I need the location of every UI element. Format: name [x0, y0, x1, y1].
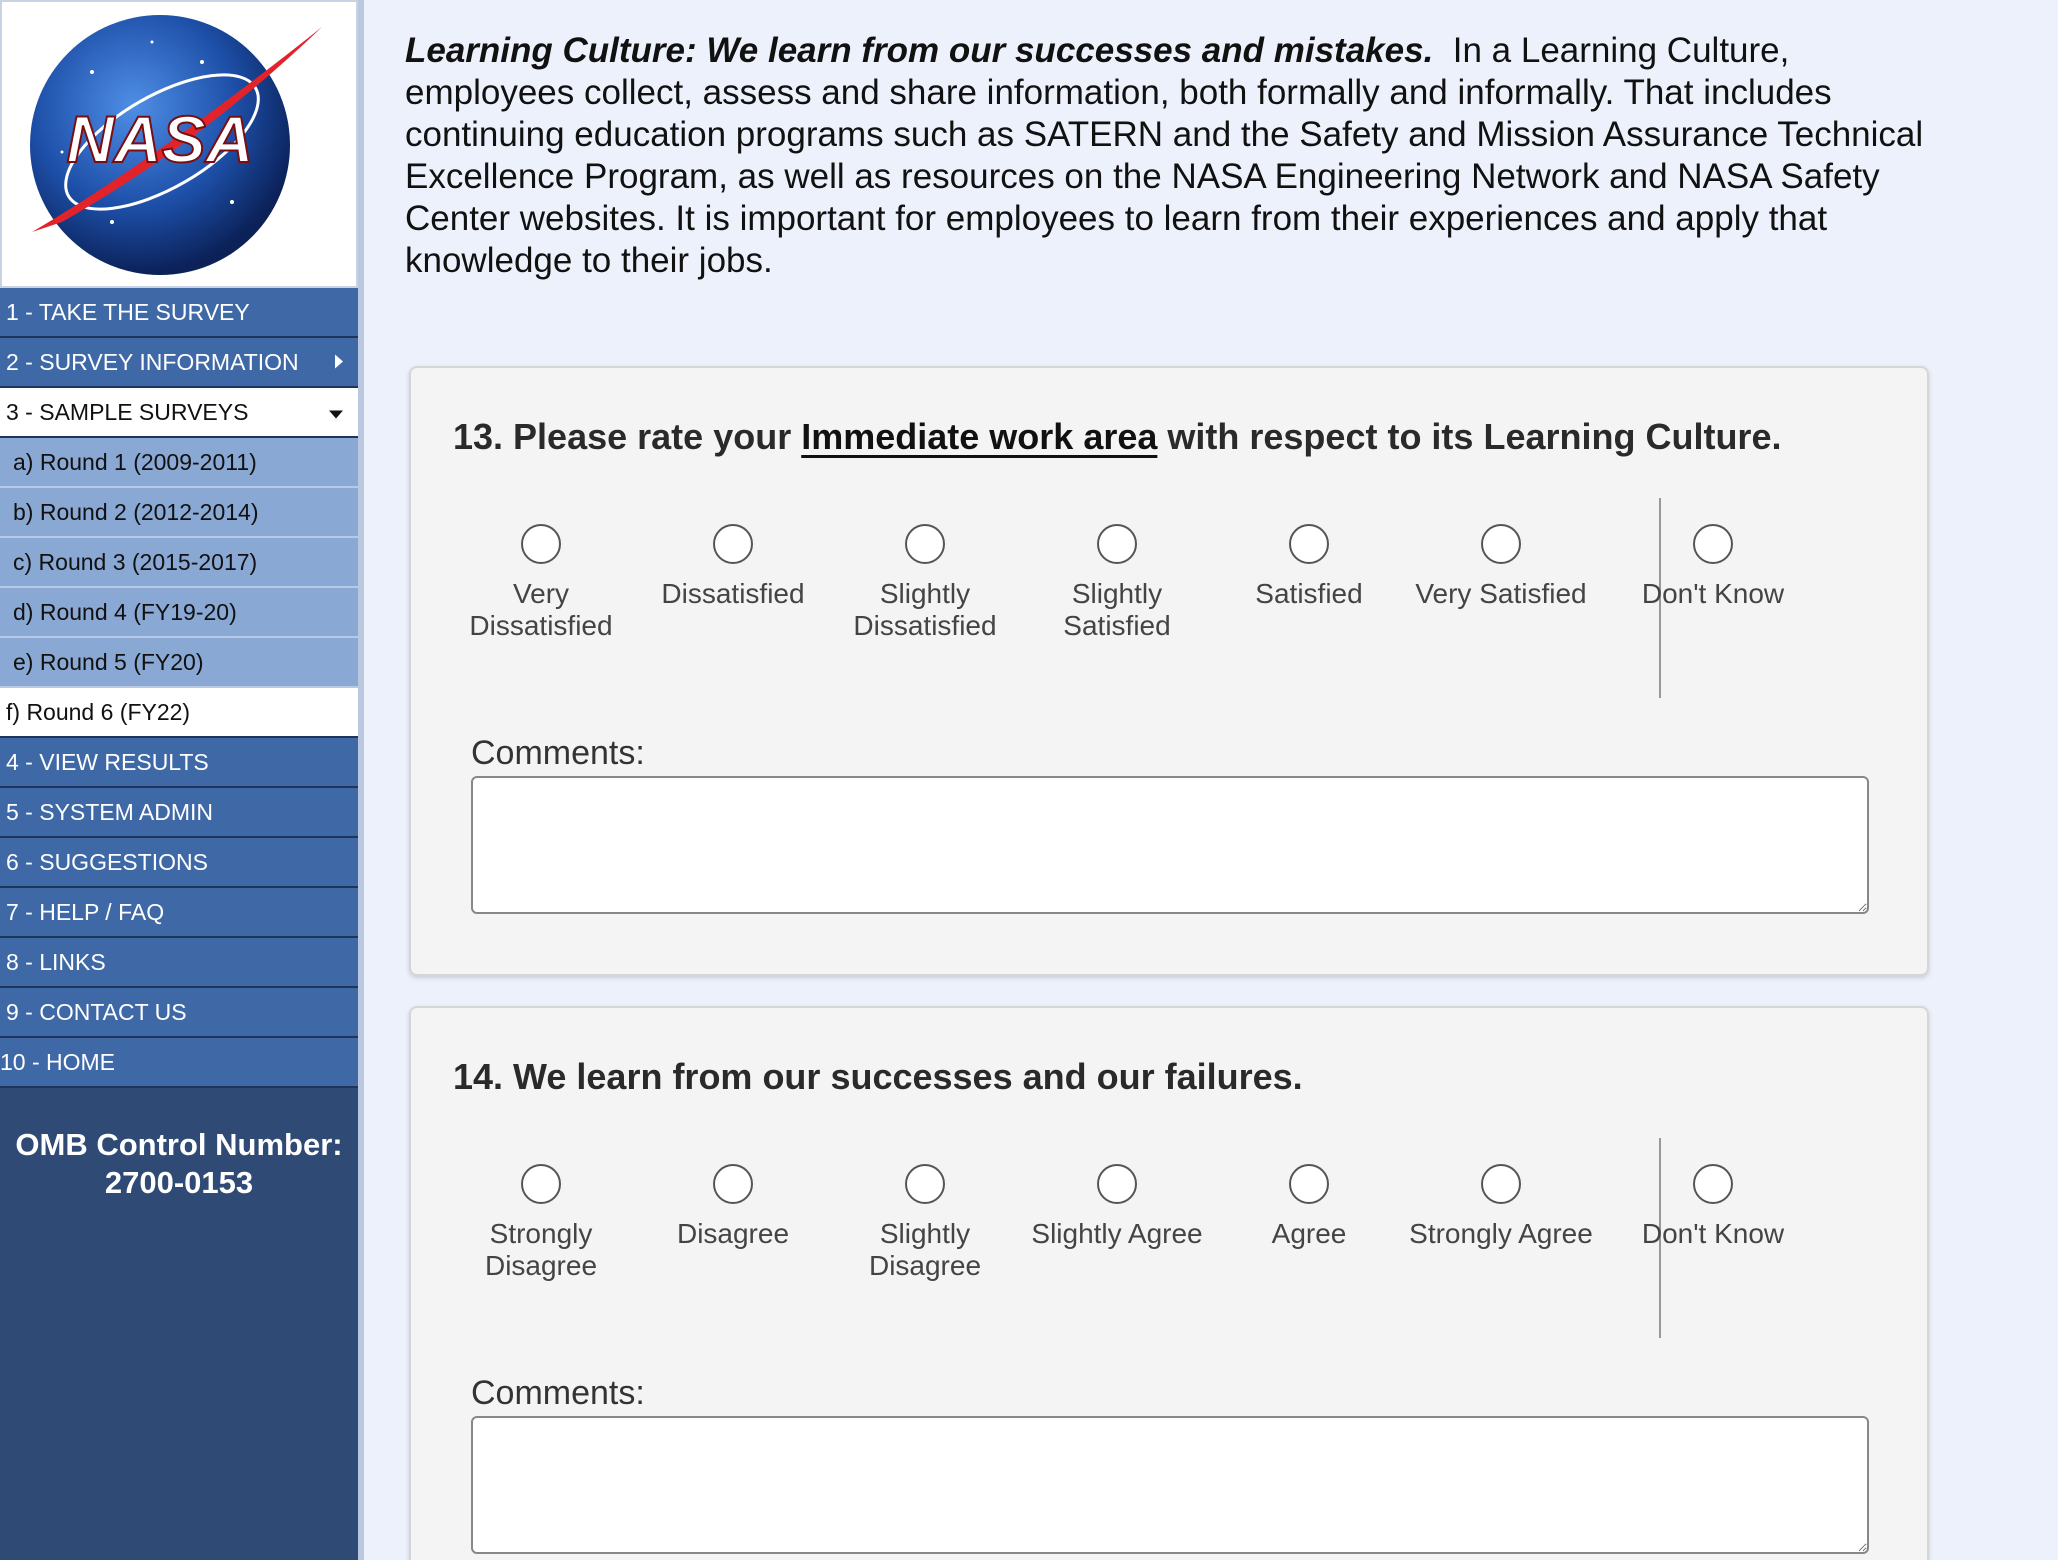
option-label: Slightly Agree — [1031, 1218, 1203, 1249]
sidebar-item-4[interactable] — [0, 438, 358, 488]
sidebar-item-11[interactable] — [0, 788, 358, 838]
radio-button[interactable] — [1481, 524, 1521, 564]
radio-button[interactable] — [713, 524, 753, 564]
question-13-comments-label: Comments: — [471, 734, 645, 772]
sidebar-item-14[interactable] — [0, 938, 358, 988]
option-label: Agree — [1271, 1218, 1347, 1249]
sidebar-item-label: b) Round 2 (2012-2014) — [13, 498, 259, 525]
sidebar-item-6[interactable] — [0, 538, 358, 588]
omb-value: 2700-0153 — [104, 1165, 254, 1200]
question-13-options — [451, 498, 1891, 698]
sidebar-item-label: 1 - TAKE THE SURVEY — [6, 298, 250, 325]
intro-heading: Learning Culture: We learn from our successes and mistakes. — [405, 31, 1434, 70]
q14-option-2[interactable] — [638, 1138, 828, 1250]
sidebar-item-1[interactable] — [0, 288, 358, 338]
sidebar-item-label: 6 - SUGGESTIONS — [6, 848, 208, 875]
question-14-options — [451, 1138, 1891, 1338]
sidebar-item-label: e) Round 5 (FY20) — [13, 648, 204, 675]
option-label: Slightly Satisfied — [1063, 578, 1171, 641]
radio-button[interactable] — [1289, 1164, 1329, 1204]
option-label: Very Satisfied — [1415, 578, 1587, 609]
option-label: Disagree — [676, 1218, 790, 1249]
question-14-card — [409, 1006, 1929, 1560]
option-label: Slightly Dissatisfied — [853, 578, 997, 641]
sidebar-nav — [0, 288, 358, 1088]
sidebar-item-10[interactable] — [0, 738, 358, 788]
question-13-title — [453, 416, 1781, 458]
sidebar-item-label: 2 - SURVEY INFORMATION — [6, 348, 299, 375]
radio-button[interactable] — [1097, 1164, 1137, 1204]
radio-button[interactable] — [521, 524, 561, 564]
sidebar-item-5[interactable] — [0, 488, 358, 538]
question-14-comments-input[interactable] — [471, 1416, 1869, 1554]
question-13-prefix: 13. Please rate your — [453, 416, 802, 457]
radio-button[interactable] — [905, 1164, 945, 1204]
sidebar-item-3[interactable] — [0, 388, 358, 438]
radio-button[interactable] — [521, 1164, 561, 1204]
sidebar — [0, 0, 364, 1560]
question-14-title: 14. We learn from our successes and our failures. — [453, 1056, 1303, 1097]
question-13-card — [409, 366, 1929, 976]
sidebar-item-label: c) Round 3 (2015-2017) — [13, 548, 258, 575]
nasa-meatball-icon — [2, 2, 356, 286]
question-13-suffix: with respect to its Learning Culture. — [1157, 416, 1782, 457]
option-label: Very Dissatisfied — [469, 578, 613, 641]
radio-button[interactable] — [1289, 524, 1329, 564]
omb-control-number — [0, 1126, 358, 1202]
q14-option-3[interactable] — [830, 1138, 1020, 1282]
q13-option-1[interactable] — [446, 498, 636, 642]
option-label: Strongly Disagree — [484, 1218, 598, 1281]
radio-button[interactable] — [713, 1164, 753, 1204]
option-label: Don't Know — [1641, 1218, 1785, 1249]
sidebar-item-label: 3 - SAMPLE SURVEYS — [6, 398, 249, 425]
q13-option-2[interactable] — [638, 498, 828, 610]
intro-paragraph — [405, 30, 1945, 282]
logo-text: NASA — [66, 102, 254, 176]
question-13-emphasis: Immediate work area — [801, 416, 1158, 457]
sidebar-item-label: f) Round 6 (FY22) — [6, 698, 191, 725]
question-14-comments-label: Comments: — [471, 1374, 645, 1412]
chevron-right-icon — [334, 349, 344, 376]
question-13-comments-input[interactable] — [471, 776, 1869, 914]
sidebar-item-label: 8 - LINKS — [6, 948, 106, 975]
option-label: Strongly Agree — [1409, 1218, 1593, 1249]
q13-option-5[interactable] — [1214, 498, 1404, 610]
nasa-logo[interactable] — [0, 0, 358, 288]
option-label: Don't Know — [1641, 578, 1785, 609]
q14-option-1[interactable] — [446, 1138, 636, 1282]
radio-button[interactable] — [905, 524, 945, 564]
sidebar-item-label: 4 - VIEW RESULTS — [6, 748, 209, 775]
sidebar-item-label: 10 - HOME — [0, 1048, 116, 1075]
radio-button[interactable] — [1693, 524, 1733, 564]
sidebar-item-9[interactable] — [0, 688, 358, 738]
omb-label: OMB Control Number: — [15, 1127, 343, 1162]
sidebar-item-label: d) Round 4 (FY19-20) — [13, 598, 237, 625]
q13-option-3[interactable] — [830, 498, 1020, 642]
chevron-down-icon — [328, 399, 344, 426]
sidebar-item-label: a) Round 1 (2009-2011) — [13, 448, 257, 475]
q14-option-dont-know[interactable] — [1618, 1138, 1808, 1250]
q13-option-4[interactable] — [1022, 498, 1212, 642]
radio-button[interactable] — [1693, 1164, 1733, 1204]
sidebar-item-2[interactable] — [0, 338, 358, 388]
option-label: Slightly Disagree — [868, 1218, 982, 1281]
q14-option-5[interactable] — [1214, 1138, 1404, 1250]
option-label: Dissatisfied — [661, 578, 805, 609]
intro-body: In a Learning Culture, employees collect, assess and share information, both formally and informally. That includes continuing education programs such as SATERN and the Safety and Mission Assurance Technical Excellence Program, as well as resources on the NASA Engineering Network and NASA Safety Center websites. It is important for employees to learn from their experiences and apply that knowledge to their jobs. — [405, 31, 1924, 280]
sidebar-item-7[interactable] — [0, 588, 358, 638]
radio-button[interactable] — [1097, 524, 1137, 564]
q13-option-6[interactable] — [1406, 498, 1596, 610]
sidebar-item-label: 9 - CONTACT US — [6, 998, 187, 1025]
sidebar-item-15[interactable] — [0, 988, 358, 1038]
option-label: Satisfied — [1255, 578, 1363, 609]
sidebar-item-label: 7 - HELP / FAQ — [6, 898, 165, 925]
sidebar-item-8[interactable] — [0, 638, 358, 688]
sidebar-item-16[interactable] — [0, 1038, 358, 1088]
sidebar-item-13[interactable] — [0, 888, 358, 938]
q14-option-6[interactable] — [1406, 1138, 1596, 1250]
radio-button[interactable] — [1481, 1164, 1521, 1204]
q13-option-dont-know[interactable] — [1618, 498, 1808, 610]
sidebar-item-label: 5 - SYSTEM ADMIN — [6, 798, 214, 825]
q14-option-4[interactable] — [1022, 1138, 1212, 1250]
sidebar-item-12[interactable] — [0, 838, 358, 888]
